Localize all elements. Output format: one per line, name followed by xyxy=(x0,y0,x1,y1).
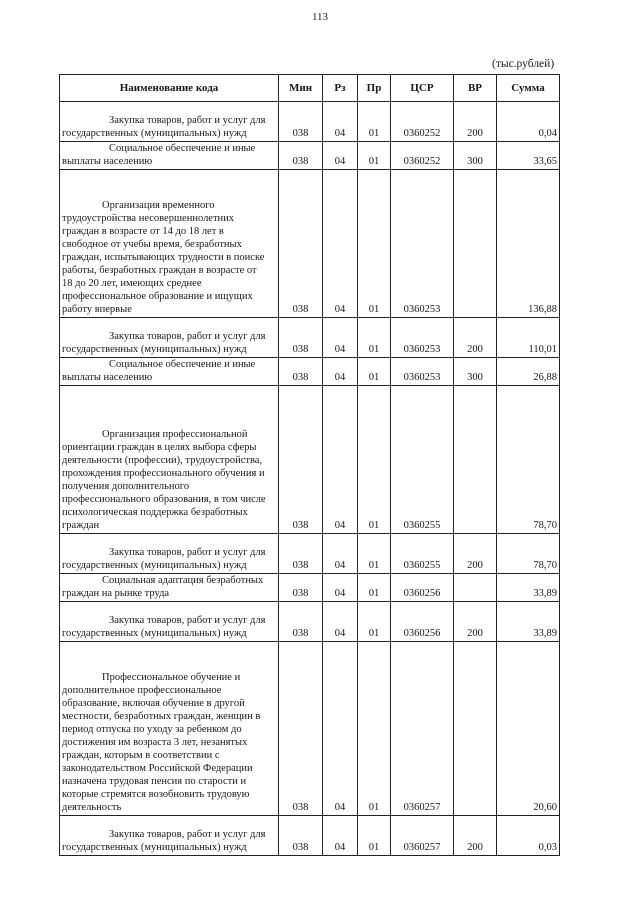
row-min: 038 xyxy=(279,602,323,642)
row-name-line: граждан на рынке труда xyxy=(62,588,170,599)
row-vr: 200 xyxy=(454,318,497,358)
table-row xyxy=(60,142,560,170)
row-csr: 0360255 xyxy=(391,534,454,574)
row-name-line: Организация профессиональной xyxy=(102,429,248,440)
row-name-line: дополнительное профессиональное xyxy=(62,685,222,696)
row-name xyxy=(60,574,279,602)
row-name xyxy=(60,534,279,574)
row-name xyxy=(60,318,279,358)
row-name-line: работу впервые xyxy=(62,304,132,315)
row-name-line: ориентации граждан в целях выбора сферы xyxy=(62,442,257,453)
row-name xyxy=(60,642,279,816)
row-sum: 20,60 xyxy=(497,642,560,816)
row-name-line: работы, безработных граждан в возрасте от xyxy=(62,265,257,276)
row-csr: 0360255 xyxy=(391,386,454,534)
row-name-line: граждан, которым в соответствии с xyxy=(62,750,220,761)
row-name xyxy=(60,386,279,534)
row-rz: 04 xyxy=(323,602,358,642)
row-vr: 200 xyxy=(454,102,497,142)
row-name-line: трудоустройства несовершеннолетних xyxy=(62,213,235,224)
row-min: 038 xyxy=(279,534,323,574)
row-name-line: деятельность xyxy=(62,802,122,813)
table-row xyxy=(60,602,560,642)
row-name-line: государственных (муниципальных) нужд xyxy=(62,628,247,639)
row-pr: 01 xyxy=(358,386,391,534)
row-name-line: государственных (муниципальных) нужд xyxy=(62,560,247,571)
row-min: 038 xyxy=(279,358,323,386)
row-sum: 78,70 xyxy=(497,386,560,534)
row-min: 038 xyxy=(279,574,323,602)
row-pr: 01 xyxy=(358,358,391,386)
row-rz: 04 xyxy=(323,574,358,602)
header-rz: Рз xyxy=(323,75,358,102)
row-vr xyxy=(454,574,497,602)
row-name-line: прохождения профессионального обучения и xyxy=(62,468,265,479)
row-pr: 01 xyxy=(358,642,391,816)
table-row xyxy=(60,816,560,856)
header-csr: ЦСР xyxy=(391,75,454,102)
row-name-line: Профессиональное обучение и xyxy=(102,672,241,683)
row-name-line: Социальная адаптация безработных xyxy=(102,575,264,586)
row-name-line: законодательством Российской Федерации xyxy=(62,763,253,774)
row-name-line: которые стремятся возобновить трудовую xyxy=(62,789,250,800)
row-name-line: Организация временного xyxy=(102,200,215,211)
row-name-line: Закупка товаров, работ и услуг для xyxy=(109,829,266,840)
table-header-row xyxy=(60,75,560,102)
row-name-line: государственных (муниципальных) нужд xyxy=(62,128,247,139)
table-row xyxy=(60,574,560,602)
row-name-line: государственных (муниципальных) нужд xyxy=(62,842,247,853)
row-pr: 01 xyxy=(358,318,391,358)
row-csr: 0360256 xyxy=(391,602,454,642)
header-pr: Пр xyxy=(358,75,391,102)
row-sum: 26,88 xyxy=(497,358,560,386)
row-vr xyxy=(454,642,497,816)
row-min: 038 xyxy=(279,386,323,534)
row-name-line: Закупка товаров, работ и услуг для xyxy=(109,547,266,558)
table-row xyxy=(60,386,560,534)
row-min: 038 xyxy=(279,816,323,856)
header-vr: ВР xyxy=(454,75,497,102)
row-name-line: граждан, испытывающих трудности в поиске xyxy=(62,252,265,263)
row-name-line: граждан xyxy=(62,520,100,531)
table-row xyxy=(60,170,560,318)
header-name: Наименование кода xyxy=(60,75,279,102)
row-name-line: граждан в возрасте от 14 до 18 лет в xyxy=(62,226,224,237)
row-vr: 300 xyxy=(454,358,497,386)
row-sum: 0,04 xyxy=(497,102,560,142)
row-name xyxy=(60,142,279,170)
row-csr: 0360253 xyxy=(391,358,454,386)
row-rz: 04 xyxy=(323,318,358,358)
row-name-line: Социальное обеспечение и иные xyxy=(109,143,256,154)
row-vr xyxy=(454,386,497,534)
row-name-line: назначена трудовая пенсия по старости и xyxy=(62,776,247,787)
row-pr: 01 xyxy=(358,170,391,318)
row-name-line: местности, безработных граждан, женщин в xyxy=(62,711,261,722)
row-name-line: свободное от учебы время, безработных xyxy=(62,239,242,250)
row-rz: 04 xyxy=(323,170,358,318)
row-pr: 01 xyxy=(358,816,391,856)
row-rz: 04 xyxy=(323,386,358,534)
row-pr: 01 xyxy=(358,574,391,602)
row-pr: 01 xyxy=(358,102,391,142)
row-name-line: выплаты населению xyxy=(62,372,153,383)
table-row xyxy=(60,534,560,574)
row-min: 038 xyxy=(279,102,323,142)
row-name xyxy=(60,102,279,142)
row-name-line: профессионального образования, в том числе xyxy=(62,494,266,505)
row-sum: 78,70 xyxy=(497,534,560,574)
row-name xyxy=(60,602,279,642)
row-vr xyxy=(454,170,497,318)
row-name-line: период отпуска по уходу за ребенком до xyxy=(62,724,242,735)
table-row xyxy=(60,318,560,358)
budget-table xyxy=(59,74,560,856)
row-csr: 0360253 xyxy=(391,170,454,318)
row-name-line: психологическая поддержка безработных xyxy=(62,507,248,518)
units-label: (тыс.рублей) xyxy=(492,58,555,70)
row-sum: 33,89 xyxy=(497,574,560,602)
row-min: 038 xyxy=(279,142,323,170)
row-name-line: получения дополнительного xyxy=(62,481,190,492)
row-name-line: Закупка товаров, работ и услуг для xyxy=(109,115,266,126)
row-pr: 01 xyxy=(358,534,391,574)
header-min: Мин xyxy=(279,75,323,102)
row-sum: 110,01 xyxy=(497,318,560,358)
row-sum: 33,65 xyxy=(497,142,560,170)
page-number: 113 xyxy=(311,11,329,23)
row-sum: 136,88 xyxy=(497,170,560,318)
row-min: 038 xyxy=(279,318,323,358)
table-body xyxy=(60,102,560,856)
row-name-line: 18 до 20 лет, имеющих среднее xyxy=(62,278,202,289)
row-name-line: образование, включая обучение в другой xyxy=(62,698,245,709)
row-rz: 04 xyxy=(323,358,358,386)
header-sum: Сумма xyxy=(497,75,560,102)
row-rz: 04 xyxy=(323,816,358,856)
row-pr: 01 xyxy=(358,142,391,170)
row-name-line: профессиональное образование и ищущих xyxy=(62,291,253,302)
row-name-line: государственных (муниципальных) нужд xyxy=(62,344,247,355)
row-csr: 0360257 xyxy=(391,642,454,816)
row-vr: 300 xyxy=(454,142,497,170)
row-name xyxy=(60,816,279,856)
row-name-line: выплаты населению xyxy=(62,156,153,167)
row-vr: 200 xyxy=(454,602,497,642)
row-sum: 0,03 xyxy=(497,816,560,856)
row-rz: 04 xyxy=(323,102,358,142)
row-csr: 0360253 xyxy=(391,318,454,358)
row-sum: 33,89 xyxy=(497,602,560,642)
row-pr: 01 xyxy=(358,602,391,642)
row-csr: 0360252 xyxy=(391,142,454,170)
row-csr: 0360252 xyxy=(391,102,454,142)
row-vr: 200 xyxy=(454,534,497,574)
table-row xyxy=(60,358,560,386)
row-name-line: Закупка товаров, работ и услуг для xyxy=(109,615,266,626)
row-min: 038 xyxy=(279,642,323,816)
table-row xyxy=(60,102,560,142)
row-min: 038 xyxy=(279,170,323,318)
table-row xyxy=(60,642,560,816)
row-name-line: деятельности (профессии), трудоустройства, xyxy=(62,455,263,466)
row-name-line: Закупка товаров, работ и услуг для xyxy=(109,331,266,342)
row-rz: 04 xyxy=(323,142,358,170)
row-csr: 0360256 xyxy=(391,574,454,602)
row-rz: 04 xyxy=(323,642,358,816)
row-name xyxy=(60,358,279,386)
row-name-line: достижения им возраста 3 лет, незанятых xyxy=(62,737,248,748)
row-name-line: Социальное обеспечение и иные xyxy=(109,359,256,370)
row-csr: 0360257 xyxy=(391,816,454,856)
row-vr: 200 xyxy=(454,816,497,856)
row-rz: 04 xyxy=(323,534,358,574)
row-name xyxy=(60,170,279,318)
